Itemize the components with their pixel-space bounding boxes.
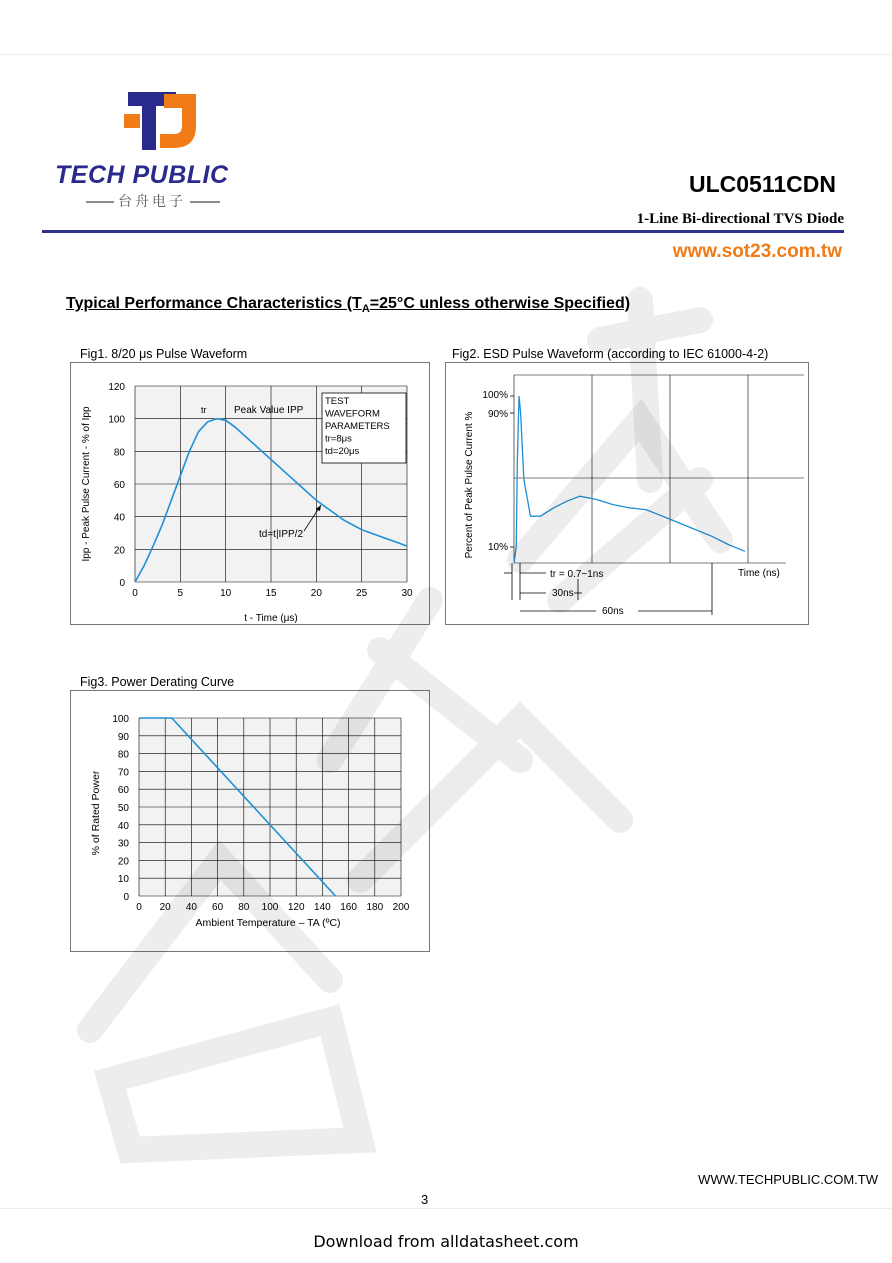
f3-xtick-2: 40 — [185, 902, 197, 913]
fig1-param-3: tr=8μs — [325, 433, 352, 445]
fig2-caption: Fig2. ESD Pulse Waveform (according to IEC 61000-4-2) — [452, 347, 769, 361]
fig2-series-line — [514, 396, 745, 563]
part-number: ULC0511CDN — [689, 171, 836, 197]
f3-ytick-7: 70 — [117, 767, 129, 779]
fig2-time-label: Time (ns) — [738, 568, 780, 579]
page-number: 3 — [421, 1192, 429, 1207]
f1-xtick-0: 0 — [132, 588, 138, 599]
fig2-chart — [446, 363, 807, 623]
fig1-td-label: td=t|IPP/2 — [259, 529, 304, 540]
header-rule — [42, 230, 844, 233]
f1-ytick-6: 120 — [108, 382, 125, 393]
fig2-level-90: 90% — [487, 409, 508, 420]
fig3-ylabel: % of Rated Power — [90, 770, 102, 856]
f3-ytick-3: 30 — [117, 838, 129, 850]
f3-ytick-0: 0 — [123, 892, 129, 903]
fig2-tr-label: tr = 0.7~1ns — [550, 569, 604, 580]
top-border — [0, 54, 892, 55]
f1-ytick-5: 100 — [108, 414, 125, 426]
f3-xtick-10: 200 — [392, 902, 410, 913]
f3-xtick-9: 180 — [366, 902, 384, 913]
f3-ytick-9: 90 — [117, 731, 129, 743]
fig2-60ns-label: 60ns — [602, 606, 624, 617]
fig1-peak-label: Peak Value IPP — [234, 405, 304, 416]
f1-xtick-4: 20 — [310, 588, 322, 599]
f1-xtick-1: 5 — [177, 588, 184, 599]
f1-xtick-3: 15 — [265, 588, 277, 599]
fig1-tr-label: tr — [201, 405, 207, 415]
download-notice: Download from alldatasheet.com — [313, 1232, 579, 1251]
f3-ytick-5: 50 — [117, 803, 129, 814]
f1-ytick-2: 40 — [113, 512, 125, 524]
f3-ytick-6: 60 — [117, 785, 129, 797]
fig1-param-4: td=20μs — [325, 446, 360, 457]
f1-ytick-4: 80 — [113, 447, 125, 459]
f3-xtick-4: 80 — [238, 902, 250, 913]
tech-public-logo — [118, 92, 204, 154]
brand-name: TECH PUBLIC — [55, 161, 229, 189]
fig2-level-10: 10% — [487, 542, 508, 553]
f3-xtick-0: 0 — [136, 902, 142, 913]
f1-xtick-5: 25 — [356, 588, 368, 599]
fig3-xlabel: Ambient Temperature – TA (ºC) — [195, 917, 341, 929]
bottom-border — [0, 1208, 892, 1209]
f3-ytick-2: 20 — [117, 856, 129, 868]
footer-website[interactable]: WWW.TECHPUBLIC.COM.TW — [698, 1172, 878, 1187]
fig3-chart — [71, 691, 428, 950]
fig1-param-0: TEST — [325, 396, 350, 407]
f3-xtick-3: 60 — [212, 902, 224, 913]
fig2-level-100: 100% — [482, 390, 508, 401]
f1-ytick-0: 0 — [119, 578, 125, 589]
fig1-param-1: WAVEFORM — [325, 408, 380, 420]
f3-ytick-8: 80 — [117, 749, 129, 761]
f3-ytick-10: 100 — [112, 714, 129, 725]
f3-ytick-1: 10 — [117, 874, 129, 886]
fig2-30ns-label: 30ns — [552, 588, 574, 599]
section-title: Typical Performance Characteristics ($T_A=25^\circ C$ unless otherwise Specified) — [66, 295, 631, 316]
f1-ytick-1: 20 — [113, 545, 125, 557]
fig1-caption: Fig1. 8/20 μs Pulse Waveform — [80, 347, 248, 361]
website-link[interactable]: www.sot23.com.tw — [672, 241, 842, 262]
fig2-ylabel: Percent of Peak Pulse Current % — [464, 411, 475, 559]
device-subtitle: 1-Line Bi-directional TVS Diode — [636, 211, 844, 227]
fig2-grid — [510, 375, 804, 563]
f3-xtick-8: 160 — [340, 902, 357, 913]
brand-sub-name: 台舟电子 — [118, 193, 186, 209]
fig1-ylabel: Ipp - Peak Pulse Current - % of Ipp — [81, 406, 92, 562]
fig1-xlabel: t - Time (μs) — [244, 613, 298, 623]
f3-ytick-4: 40 — [117, 820, 129, 832]
fig1-chart — [71, 363, 428, 623]
f3-xtick-5: 100 — [261, 902, 279, 913]
f3-xtick-7: 140 — [314, 902, 331, 913]
fig3-caption: Fig3. Power Derating Curve — [80, 675, 235, 689]
f3-xtick-6: 120 — [287, 902, 305, 913]
f1-xtick-6: 30 — [401, 588, 413, 599]
f1-ytick-3: 60 — [113, 480, 125, 491]
f1-xtick-2: 10 — [220, 588, 232, 599]
fig1-param-2: PARAMETERS — [325, 421, 390, 432]
f3-xtick-1: 20 — [159, 902, 171, 913]
